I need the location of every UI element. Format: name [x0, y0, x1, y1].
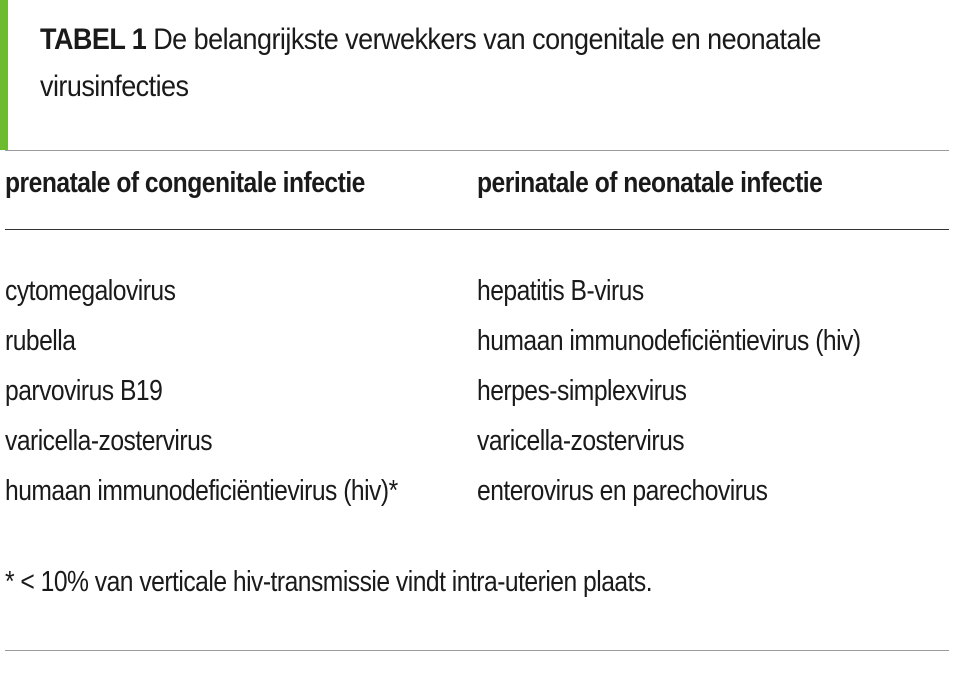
list-item: hepatitis B-virus — [477, 275, 644, 307]
list-item: cytomegalovirus — [5, 275, 176, 307]
header-rule — [5, 229, 949, 230]
list-item: varicella-zostervirus — [5, 425, 213, 457]
table-title-block — [0, 0, 953, 150]
list-item: humaan immunodeficiëntievirus (hiv) — [477, 325, 861, 357]
list-item: parvovirus B19 — [5, 375, 163, 407]
list-item: rubella — [5, 325, 76, 357]
column-header-prenatal: prenatale of congenitale infectie — [5, 167, 365, 199]
list-item: humaan immunodeficiëntievirus (hiv)* — [5, 475, 398, 507]
list-item: enterovirus en parechovirus — [477, 475, 768, 507]
bottom-rule — [5, 650, 949, 651]
top-rule — [5, 150, 949, 151]
accent-bar — [0, 0, 8, 150]
table-label: TABEL 1 — [40, 23, 147, 56]
perinatal-list — [477, 266, 928, 516]
table-footnote: * < 10% van verticale hiv-transmissie vindt intra-uterien plaats. — [5, 566, 653, 598]
table-title-text: De belangrijkste verwekkers van congenitale en neonatale virusinfecties — [40, 23, 821, 103]
list-item: herpes-simplexvirus — [477, 375, 687, 407]
column-header-perinatal: perinatale of neonatale infectie — [477, 167, 823, 199]
list-item: varicella-zostervirus — [477, 425, 685, 457]
table-title — [40, 16, 850, 110]
prenatal-list — [5, 266, 467, 516]
